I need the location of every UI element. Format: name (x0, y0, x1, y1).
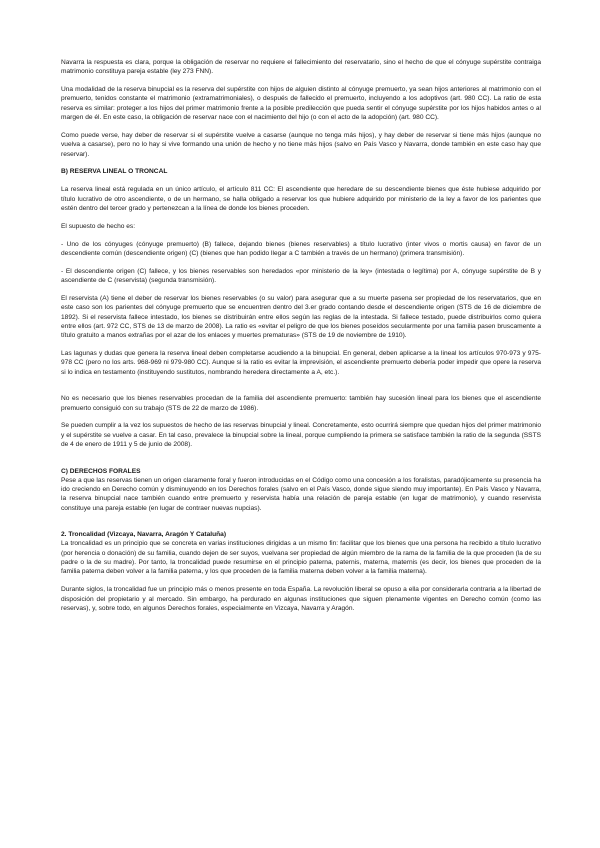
paragraph: El reservista (A) tiene el deber de reservar los bienes reservables (o su valor) para asegurar que a su muerte pasena ser propiedad de los reservatarios, que en este caso son los parientes del cónyuge premuerto que se encuentren dentro del 3.er grado contando desde el descendiente origen (STS de 16 de diciembre de 1892). Si el reservista fallece intestado, los bienes se distribuirán entre ellos según las reglas de la intestada. Si fallece testado, puede distribuirlos como quiera entre ellos (art. 972 CC, STS de 13 de marzo de 2008). La ratio es «evitar el peligro de que los bienes poseídos secularmente por una familia pasen bruscamente a título gratuito a manos extrañas por el azar de los enlaces y muertes prematuras» (STS de 19 de noviembre de 1910). (61, 295, 541, 340)
paragraph: Durante siglos, la troncalidad fue un principio más o menos presente en toda España. La revolución liberal se opuso a ella por considerarla contraria a la libertad de disposición del propietario y al mercado. Sin embargo, ha perdurado en algunas instituciones que siguen plenamente vigentes en Derecho común (como las reservas), y, sobre todo, en algunos Derechos forales, especialmente en Vizcaya, Navarra y Aragón. (61, 586, 541, 612)
subsection-heading: 2. Troncalidad (Vizcaya, Navarra, Aragón Y Cataluña) (61, 531, 227, 539)
paragraph: - El descendiente origen (C) fallece, y los bienes reservables son heredados «por ministerio de la ley» (intestada o legítima) por A, cónyuge supérstite de B y ascendiente de C (reservista) (segunda transmisión). (61, 267, 541, 285)
section-heading: B) RESERVA LINEAL O TRONCAL (61, 168, 168, 176)
paragraph: Se pueden cumplir a la vez los supuestos de hecho de las reservas binupcial y lineal. Concretamente, esto ocurrirá siempre que quedan hijos del primer matrimonio y el supérstite se vuelve a casar. En tal caso, prevalece la binupcial sobre la lineal, porque cumpliendo la primera se satisface también la ratio de la segunda (SSTS de 4 de enero de 1911 y 5 de junio de 2008). (61, 422, 541, 449)
document-page (61, 58, 541, 613)
paragraph: La troncalidad es un principio que se concreta en varias instituciones dirigidas a un mismo fin: facilitar que los bienes que una persona ha recibido a título lucrativo (por herencia o donación) de su familia, cuando dejen de ser suyos, vuelvana ser propiedad de algún miembro de la rama de la familia de la que proceden (la de su padre o la de su madre). Por tanto, la troncalidad puede resumirse en el principio paterna, paternis, materna, maternis (es decir, los bienes que proceden de la familia paterna deben volver a la familia paterna, y los que proceden de la familia materna deben volver a la familia materna). (61, 540, 541, 576)
paragraph: Pese a que las reservas tienen un origen claramente foral y fueron introducidas en el Código como una concesión a los foralistas, paradójicamente su presencia ha ido creciendo en Derecho común y disminuyendo en los Derechos forales (salvo en el País Vasco, donde sigue siendo muy importante). En País Vasco y Navarra, la reserva binupcial nace también cuando entre premuerto y reservista había una relación de pareja estable (en lugar de matrimonio), y cuando reservista constituye una pareja estable (en lugar de contraer nuevas nupcias). (61, 476, 541, 512)
section-heading: C) DERECHOS FORALES (61, 467, 141, 475)
paragraph: No es necesario que los bienes reservables procedan de la familia del ascendiente premuerto: también hay sucesión lineal para los bienes que el ascendiente premuerto consiguió con su trabajo (STS de 22 de marzo de 1986). (61, 395, 541, 412)
paragraph: Una modalidad de la reserva binupcial es la reserva del supérstite con hijos de alguien distinto al cónyuge premuerto, ya sean hijos anteriores al matrimonio con el premuerto, tenidos constante el matrimonio (extramatrimoniales), o después de fallecido el premuerto, incluyendo a los adoptivos (art. 980 CC). La ratio de esta reserva es similar: proteger a los hijos del primer matrimonio frente a la posible predilección que pueda sentir el cónyuge supérstite por los hijos habidos antes o al margen de él. En este caso, la obligación de reservar nace con el nacimiento del hijo (o con el acto de la adopción) (art. 980 CC). (61, 86, 541, 122)
paragraph: - Uno de los cónyuges (cónyuge premuerto) (B) fallece, dejando bienes (bienes reservables) a título lucrativo (inter vivos o mortis causa) en favor de un descendiente común (descendiente origen) (C) (bienes que han podido llegar a C también a través de un hermano) (primera transmisión). (61, 240, 541, 258)
paragraph: Las lagunas y dudas que genera la reserva lineal deben completarse acudiendo a la binupcial. En general, deben aplicarse a la lineal los artículos 970-973 y 975-978 CC (pero no los arts. 968-969 ni 979-980 CC). Aunque si la ratio es evitar la imprevisión, el ascendiente premuerto debería poder impedir que opere la reserva si lo indica en testamento (instituyendo sustitutos, nombrando heredera directamente a A, etc.). (61, 350, 541, 376)
paragraph: Como puede verse, hay deber de reservar si el supérstite vuelve a casarse (aunque no tenga más hijos), y hay deber de reservar si tiene más hijos (aunque no vuelva a casarse), pero no lo hay si vive formando una unión de hecho y no tiene más hijos (salvo en País Vasco y Navarra, donde también en este caso hay que reservar). (61, 131, 541, 158)
paragraph: El supuesto de hecho es: (61, 222, 136, 230)
paragraph: La reserva lineal está regulada en un único artículo, el artículo 811 CC: El ascendiente que heredare de su descendiente bienes que éste hubiese adquirido por título lucrativo de otro ascendiente, o de un hermano, se halla obligado a reservar los que hubiere adquirido por ministerio de la ley a favor de los parientes que estén dentro del tercer grado y pertenezcan a la línea de donde los bienes proceden. (61, 186, 541, 212)
paragraph: Navarra la respuesta es clara, porque la obligación de reservar no requiere el fallecimiento del reservatario, sino el hecho de que el cónyuge supérstite contraiga matrimonio constituya pareja estable (ley 273 FNN). (61, 59, 541, 76)
